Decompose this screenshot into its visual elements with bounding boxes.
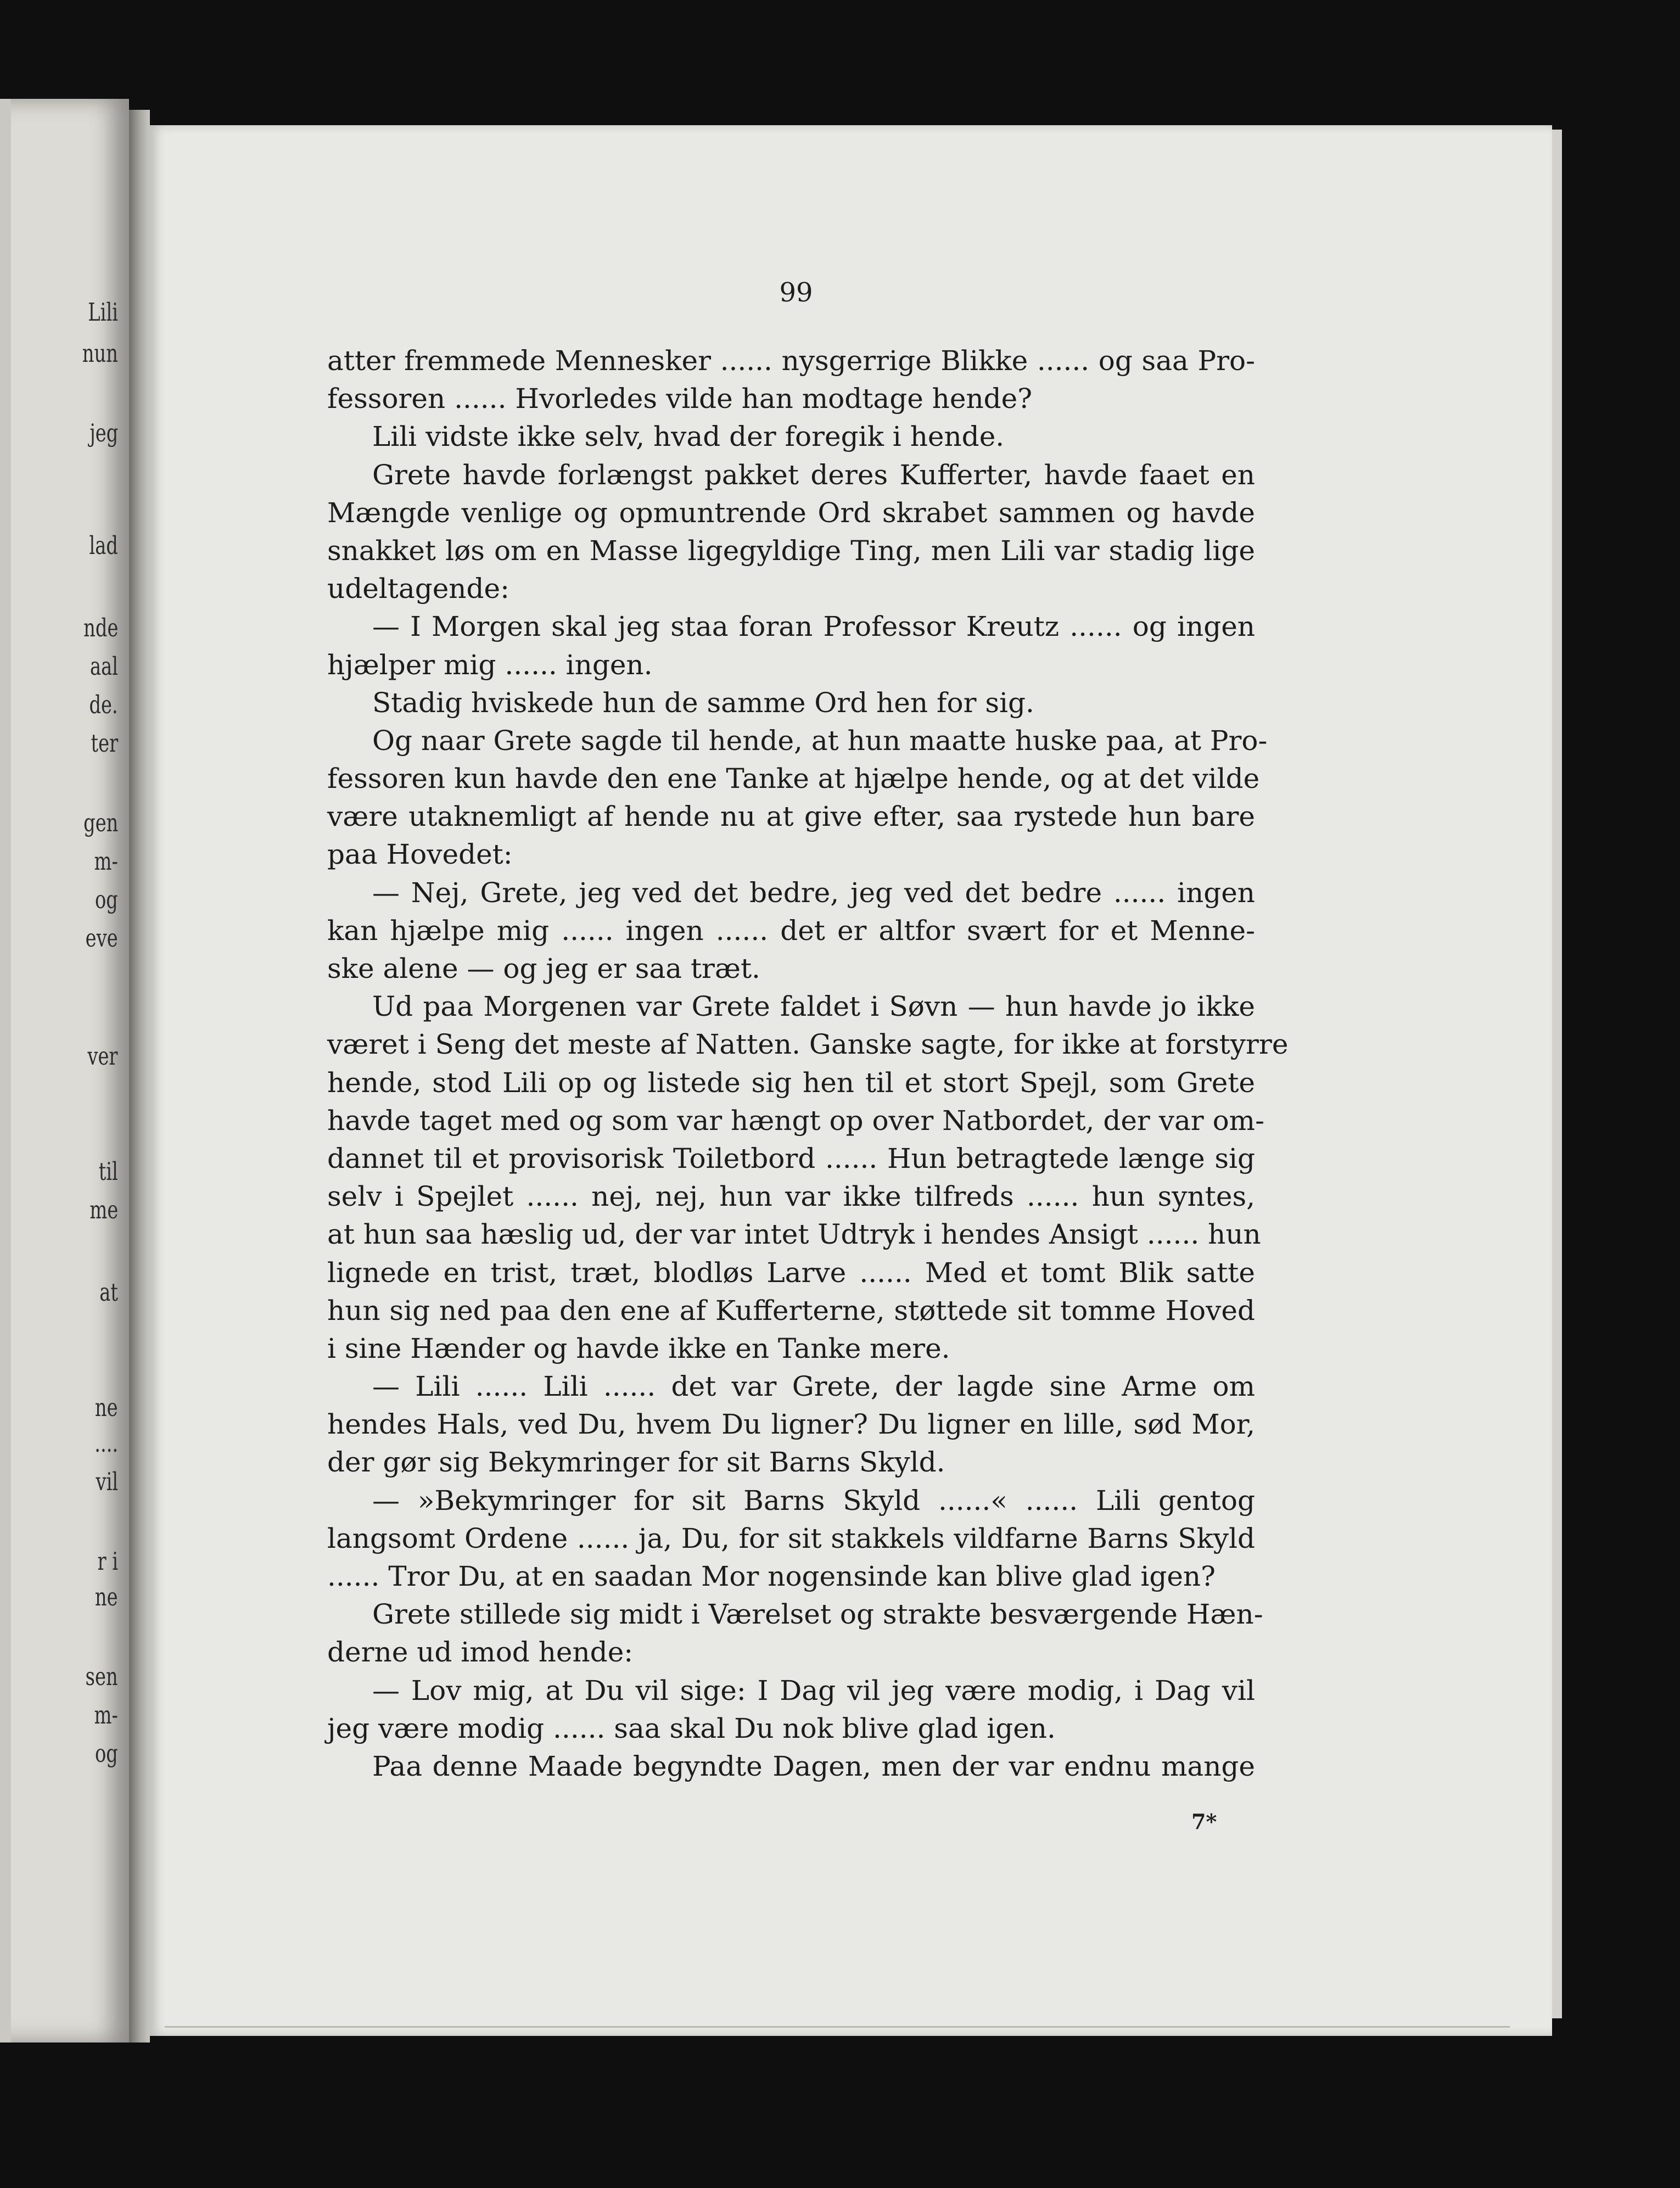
left-page-fragment: ....: [94, 1429, 118, 1458]
text-line: lignede en trist, træt, blodløs Larve ...... Med et tomt Blik satte: [327, 1256, 1255, 1289]
book-gutter: [129, 110, 150, 2042]
text-line: Paa denne Maade begyndte Dagen, men der var endnu mange: [372, 1750, 1255, 1782]
text-line: der gør sig Bekymringer for sit Barns Skyld.: [327, 1446, 945, 1479]
left-page-fragment: ver: [87, 1042, 118, 1071]
text-line: i sine Hænder og havde ikke en Tanke mere.: [327, 1332, 950, 1364]
text-line: atter fremmede Mennesker ...... nysgerrige Blikke ...... og saa Pro-: [327, 345, 1255, 377]
text-line: fessoren kun havde den ene Tanke at hjælpe hende, og at det vilde: [327, 763, 1260, 795]
text-line: havde taget med og som var hængt op over Natbordet, der var om-: [327, 1104, 1264, 1137]
text-line: hendes Hals, ved Du, hvem Du ligner? Du ligner en lille, sød Mor,: [327, 1408, 1255, 1441]
text-line: at hun saa hæslig ud, der var intet Udtryk i hendes Ansigt ...... hun: [327, 1218, 1261, 1251]
left-page-fragment: nun: [82, 339, 118, 368]
text-line: paa Hovedet:: [327, 838, 513, 871]
text-line: Og naar Grete sagde til hende, at hun maatte huske paa, at Pro-: [372, 724, 1268, 757]
text-line: Lili vidste ikke selv, hvad der foregik i hende.: [372, 421, 1005, 453]
text-line: hun sig ned paa den ene af Kufferterne, støttede sit tomme Hoved: [327, 1294, 1255, 1327]
left-page-fragment: ter: [91, 729, 118, 758]
left-page-fragment: de.: [89, 690, 118, 719]
text-line: være utaknemligt af hende nu at give efter, saa rystede hun bare: [327, 801, 1255, 833]
text-line: — Lili ...... Lili ...... det var Grete, der lagde sine Arme om: [372, 1370, 1255, 1403]
left-page-fragment: ne: [95, 1582, 118, 1611]
left-page-fragment: m-: [94, 1700, 118, 1730]
signature-mark: 7*: [1191, 1809, 1217, 1834]
left-page-fragment: jeg: [89, 418, 118, 447]
left-page-fragment: og: [95, 885, 118, 914]
left-page: [0, 99, 129, 2042]
text-line: hjælper mig ...... ingen.: [327, 648, 653, 681]
text-line: fessoren ...... Hvorledes vilde han modtage hende?: [327, 383, 1033, 415]
text-line: — Lov mig, at Du vil sige: I Dag vil jeg være modig, i Dag vil: [372, 1674, 1255, 1706]
left-page-fragment: m-: [94, 847, 118, 876]
text-line: langsomt Ordene ...... ja, Du, for sit stakkels vildfarne Barns Skyld: [327, 1522, 1255, 1554]
text-line: — I Morgen skal jeg staa foran Professor Kreutz ...... og ingen: [372, 611, 1255, 643]
page-edge: [1552, 130, 1562, 2018]
left-page-fragment: gen: [83, 808, 118, 837]
text-line: snakket løs om en Masse ligegyldige Ting, men Lili var stadig lige: [327, 534, 1255, 567]
body-text: [327, 342, 1289, 1786]
left-page-fragment: Lili: [88, 298, 118, 327]
text-line: hende, stod Lili op og listede sig hen til et stort Spejl, som Grete: [327, 1066, 1255, 1099]
text-line: ...... Tror Du, at en saadan Mor nogensinde kan blive glad igen?: [327, 1560, 1216, 1592]
left-page-fragment: nde: [83, 613, 118, 642]
text-line: udeltagende:: [327, 573, 509, 605]
left-page-fragment: vil: [96, 1467, 118, 1496]
text-line: kan hjælpe mig ...... ingen ...... det er altfor svært for et Menne-: [327, 914, 1255, 947]
left-page-fragment: r i: [97, 1547, 118, 1576]
text-line: Ud paa Morgenen var Grete faldet i Søvn — hun havde jo ikke: [372, 991, 1255, 1023]
left-page-fragment: aal: [89, 652, 118, 681]
left-page-fragment: ne: [95, 1393, 118, 1422]
left-page-edge: [0, 99, 11, 2042]
text-line: — »Bekymringer for sit Barns Skyld ......« ...... Lili gentog: [372, 1484, 1255, 1517]
text-line: selv i Spejlet ...... nej, nej, hun var ikke tilfreds ...... hun syntes,: [327, 1180, 1255, 1213]
left-page-fragment: at: [99, 1278, 118, 1307]
text-line: Grete havde forlængst pakket deres Kufferter, havde faaet en: [372, 458, 1255, 491]
left-page-fragment: lad: [89, 531, 118, 560]
left-page-fragment: sen: [85, 1662, 118, 1691]
text-line: derne ud imod hende:: [327, 1636, 634, 1669]
text-line: jeg være modig ...... saa skal Du nok blive glad igen.: [327, 1712, 1056, 1744]
text-line: været i Seng det meste af Natten. Ganske sagte, for ikke at forstyrre: [327, 1028, 1289, 1061]
page-number: 99: [779, 277, 813, 308]
left-page-fragment: og: [95, 1739, 118, 1768]
page-bottom-edge: [165, 2026, 1510, 2028]
text-line: Stadig hviskede hun de samme Ord hen for sig.: [372, 686, 1034, 719]
text-line: ske alene — og jeg er saa træt.: [327, 953, 760, 984]
text-line: Mængde venlige og opmuntrende Ord skrabet sammen og havde: [327, 496, 1255, 529]
text-line: Grete stillede sig midt i Værelset og strakte besværgende Hæn-: [372, 1598, 1263, 1631]
left-page-fragment: til: [98, 1157, 118, 1186]
text-line: — Nej, Grete, jeg ved det bedre, jeg ved det bedre ...... ingen: [372, 876, 1255, 909]
text-line: dannet til et provisorisk Toiletbord ...... Hun betragtede længe sig: [327, 1142, 1255, 1174]
left-page-fragment: me: [89, 1195, 118, 1224]
left-page-fragment: eve: [85, 924, 118, 953]
